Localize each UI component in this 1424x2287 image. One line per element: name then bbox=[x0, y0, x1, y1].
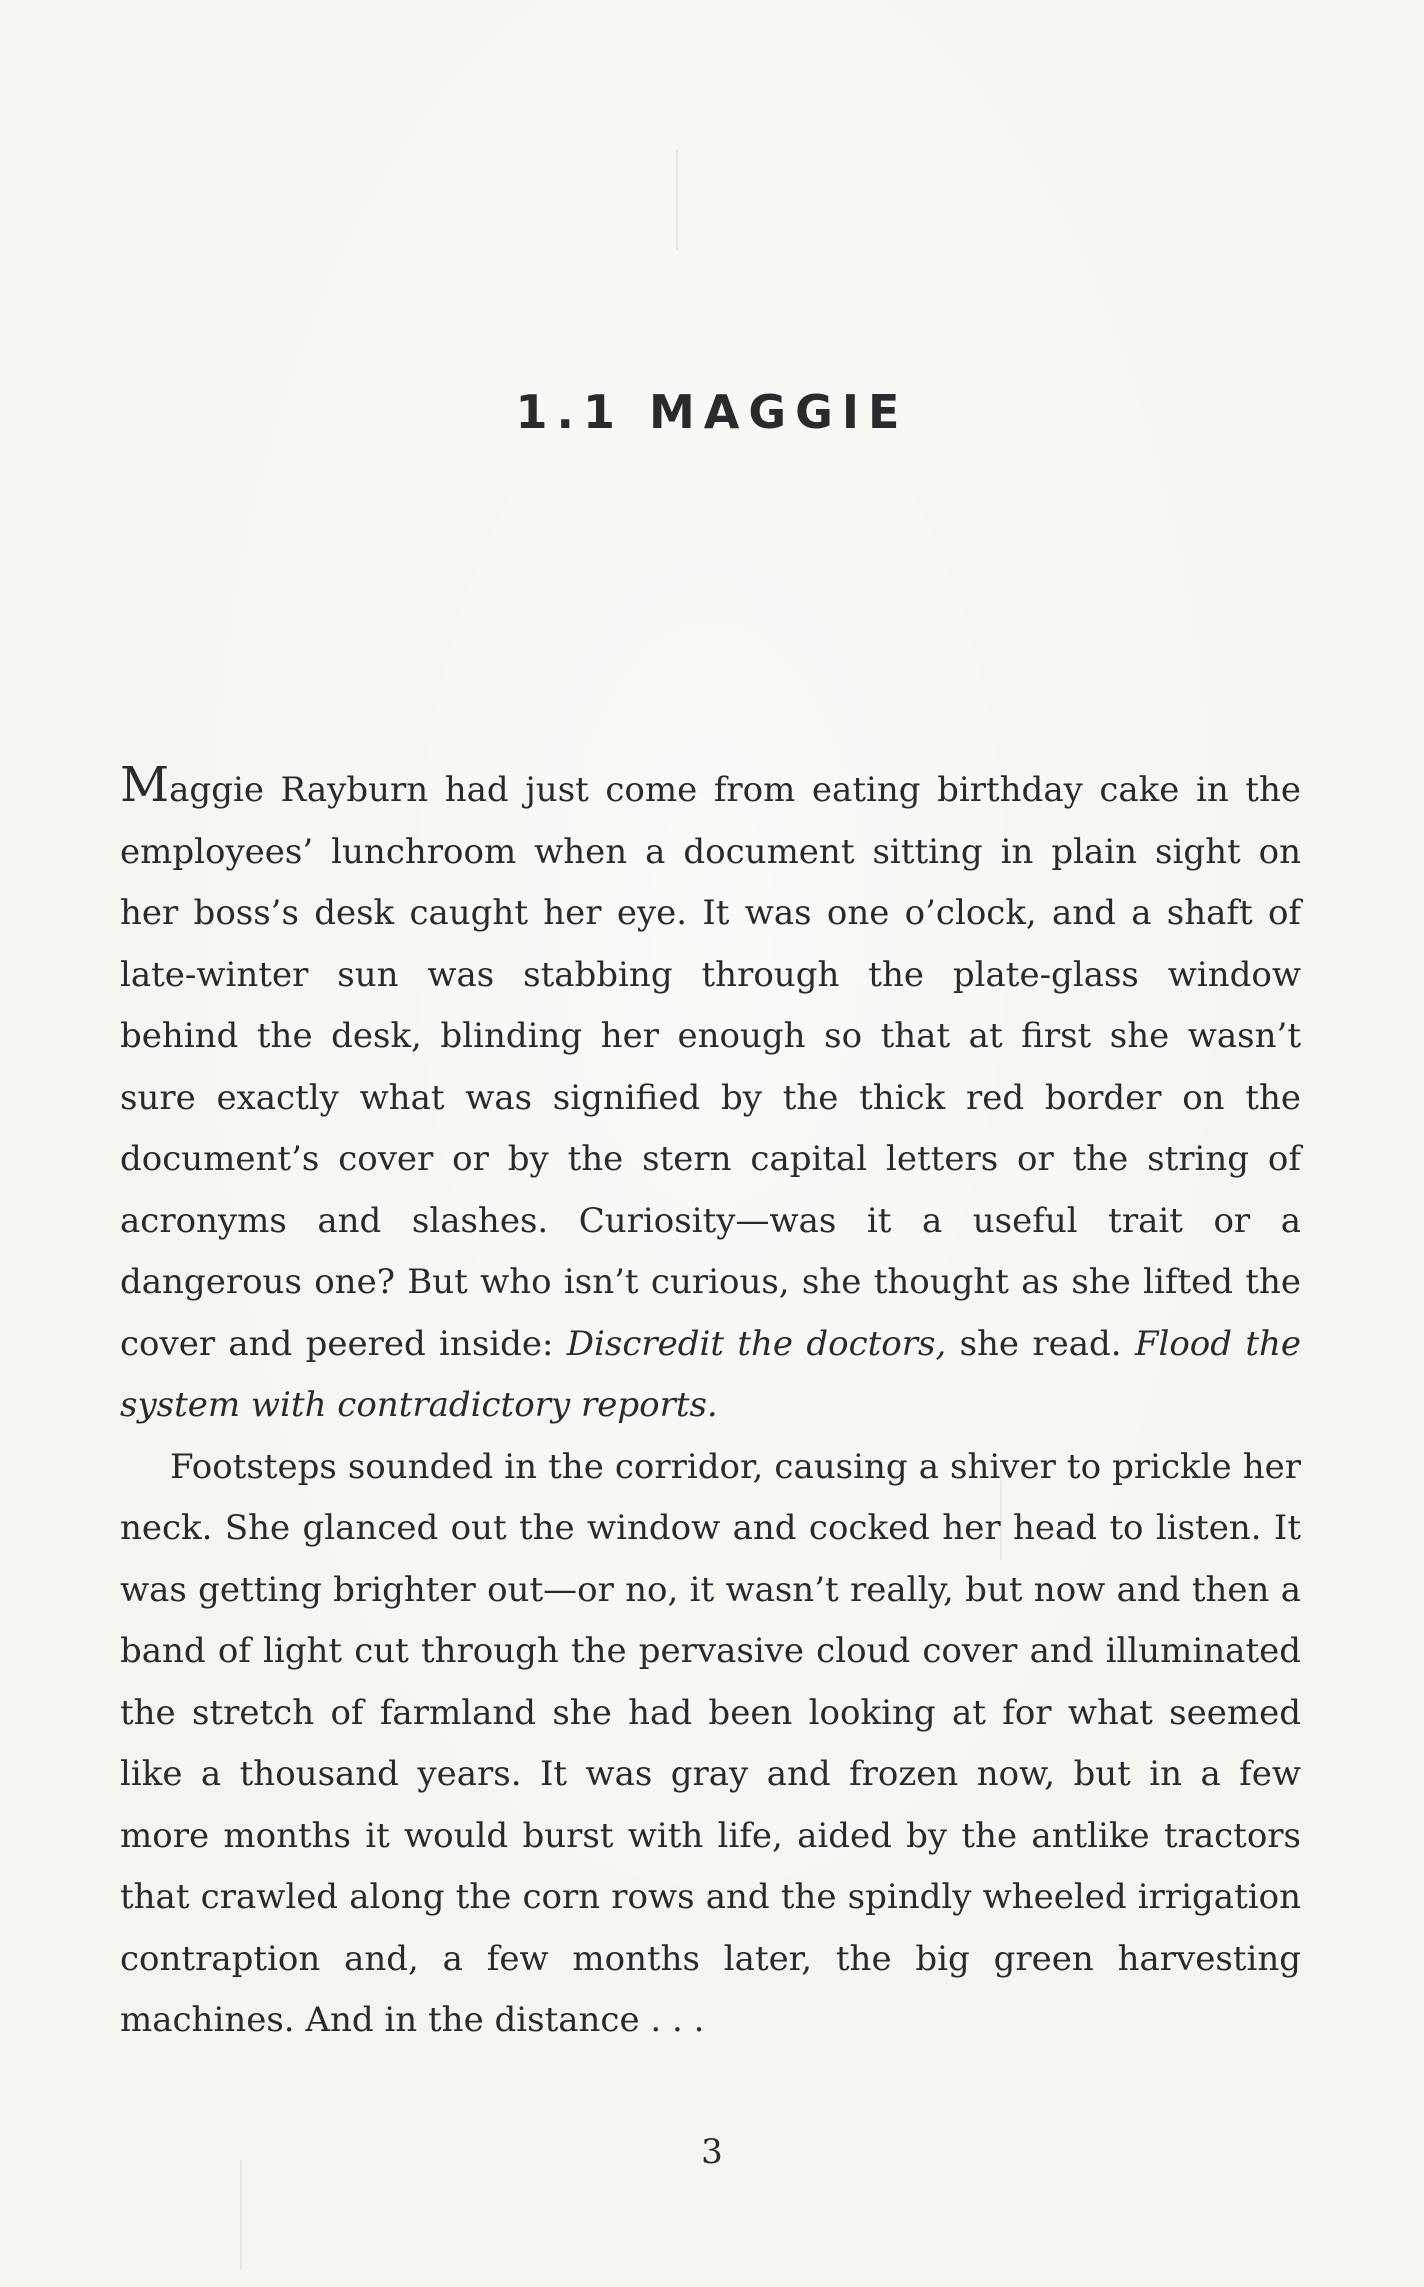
body-text bbox=[120, 757, 1302, 2052]
paragraph-1-italic-b: Flood the system with contradictory reports. bbox=[120, 1323, 1302, 1425]
drop-cap: M bbox=[120, 757, 170, 813]
page-number: 3 bbox=[701, 2132, 723, 2172]
scan-artifact bbox=[240, 2160, 242, 2270]
paragraph-1-text-a: aggie Rayburn had just come from eating birthday cake in the employees’ lunchroom when a document sitting in plain sight on her boss’s desk caught her eye. It was one o’clock, and a shaft of late-winter sun was stabbing through the plate-glass window behind the desk, blinding her enough so that at first she wasn’t sure exactly what was signified by the thick red border on the document’s cover or by the stern capital letters or the string of acronyms and slashes. Curiosity—was it a useful trait or a dangerous one? But who isn’t curious, she thought as she lifted the cover and peered inside: bbox=[120, 770, 1301, 1364]
chapter-title: 1.1 MAGGIE bbox=[515, 385, 909, 439]
scan-artifact bbox=[676, 150, 678, 250]
paragraph-1-text-b: she read. bbox=[946, 1323, 1135, 1364]
paragraph-1-italic-a: Discredit the doctors, bbox=[566, 1323, 947, 1364]
paragraph-2: Footsteps sounded in the corridor, causing a shiver to prickle her neck. She glanced out the window and cocked her head to listen. It was getting brighter out—or no, it wasn’t really, but now and then a band of light cut through the pervasive cloud cover and illuminated the stretch of farmland she had been looking at for what seemed like a thousand years. It was gray and frozen now, but in a few more months it would burst with life, aided by the antlike tractors that crawled along the corn rows and the spindly wheeled irrigation contraption and, a few months later, the big green harvesting machines. And in the distance . . . bbox=[120, 1446, 1301, 2040]
paragraph-1 bbox=[120, 757, 1302, 1437]
